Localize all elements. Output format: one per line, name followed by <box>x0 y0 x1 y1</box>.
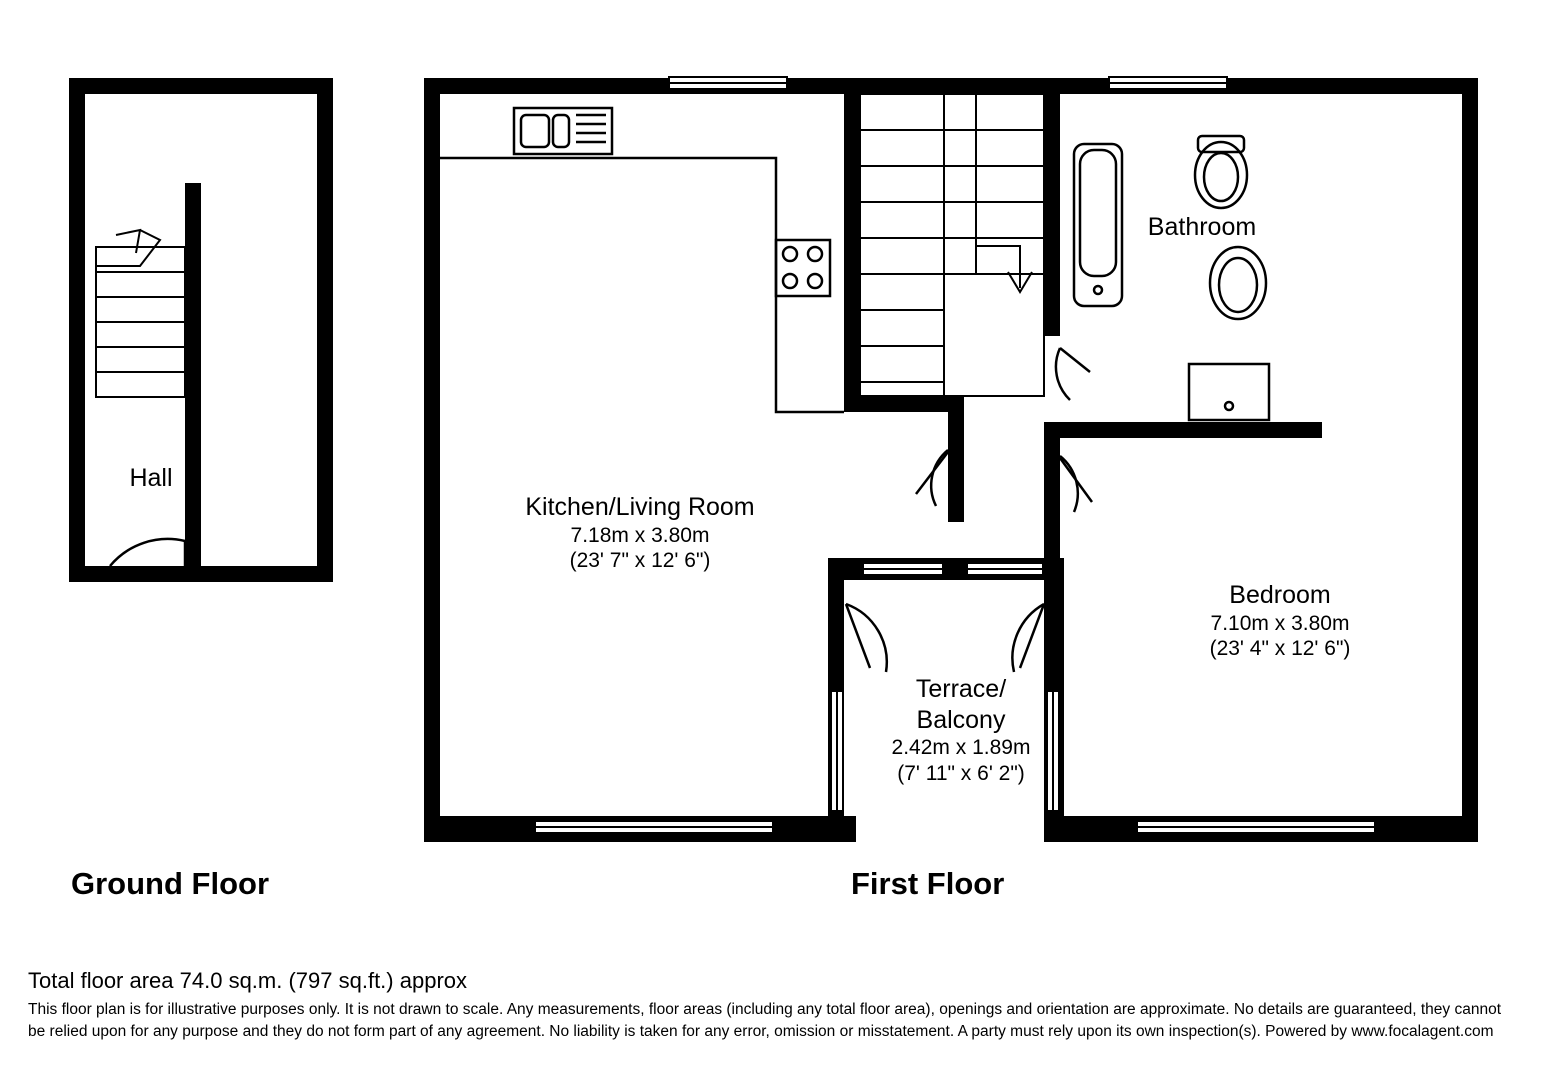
room-dim-kitchen-living-imperial: (23' 7" x 12' 6") <box>569 549 711 573</box>
kitchen-counter <box>440 158 844 412</box>
wall-first-right <box>1462 78 1478 842</box>
room-name-bedroom: Bedroom <box>1229 581 1331 609</box>
hob-4-ring-icon <box>776 240 830 296</box>
window-bottom-left <box>534 820 774 834</box>
room-label-bedroom <box>1100 580 1460 662</box>
room-dim-terrace-metric: 2.42m x 1.89m <box>891 736 1031 759</box>
door-terrace-left-icon <box>846 604 887 672</box>
disclaimer-text: This floor plan is for illustrative purposes only. It is not drawn to scale. Any measurements, floor areas (including any total floor area), openings and orientation are approximate. No details are guaranteed, they cannot be relied upon for any purpose and they do not form part of any agreement. No liability is taken for any error, omission or misstatement. A party must rely upon its own inspection(s). Powered by www.focalagent.com <box>28 1001 1502 1041</box>
room-name-hall: Hall <box>129 464 173 492</box>
room-label-hall <box>66 463 236 494</box>
toilet-icon <box>1195 136 1247 208</box>
window-terrace-top-left <box>862 562 944 576</box>
room-label-kitchen-living <box>440 492 840 574</box>
wall-ground-top <box>69 78 333 94</box>
room-name-kitchen-living: Kitchen/Living Room <box>525 493 755 521</box>
room-label-terrace-balcony <box>826 674 1096 786</box>
floor-title-ground: Ground Floor <box>71 866 270 901</box>
window-top-left <box>668 76 788 90</box>
wall-stair-right <box>1044 78 1060 336</box>
shower-tray-icon <box>1189 364 1269 420</box>
wall-stair-bottom <box>844 396 964 412</box>
door-entrance-icon <box>110 539 185 566</box>
room-name-terrace: Terrace/ <box>915 675 1007 703</box>
wall-ground-right <box>317 78 333 582</box>
total-floor-area: Total floor area 74.0 sq.m. (797 sq.ft.) approx <box>28 968 468 993</box>
room-label-bathroom <box>1090 212 1314 243</box>
window-bottom-right <box>1136 820 1376 834</box>
room-dim-bedroom-metric: 7.10m x 3.80m <box>1210 611 1350 635</box>
window-top-right <box>1108 76 1228 90</box>
door-bedroom-icon <box>1060 456 1092 512</box>
room-dim-kitchen-living-metric: 7.18m x 3.80m <box>570 523 710 547</box>
room-dim-bedroom-imperial: (23' 4" x 12' 6") <box>1209 637 1351 661</box>
wall-first-left <box>424 78 440 842</box>
kitchen-sink-icon <box>514 108 612 154</box>
wall-ground-left <box>69 78 85 582</box>
wall-ground-partition <box>185 183 201 566</box>
room-name-bathroom: Bathroom <box>1147 213 1257 241</box>
wall-bath-bottom <box>1044 422 1322 438</box>
floor-title-first: First Floor <box>851 866 1005 901</box>
room-name-balcony: Balcony <box>916 705 1006 734</box>
room-dim-terrace-imperial: (7' 11" x 6' 2") <box>897 761 1025 785</box>
wall-first-top-mid <box>844 78 1060 94</box>
window-terrace-top-right <box>966 562 1044 576</box>
door-terrace-right-icon <box>1012 604 1044 672</box>
staircase-down-icon <box>860 94 1044 396</box>
wall-corridor-left <box>948 412 964 522</box>
door-kitchen-hall-icon <box>916 450 948 506</box>
wash-basin-icon <box>1210 247 1266 319</box>
staircase-up-icon <box>96 230 185 397</box>
wall-ground-bottom <box>69 566 333 582</box>
wall-stair-left <box>844 78 860 412</box>
door-bathroom-icon <box>1056 348 1090 400</box>
